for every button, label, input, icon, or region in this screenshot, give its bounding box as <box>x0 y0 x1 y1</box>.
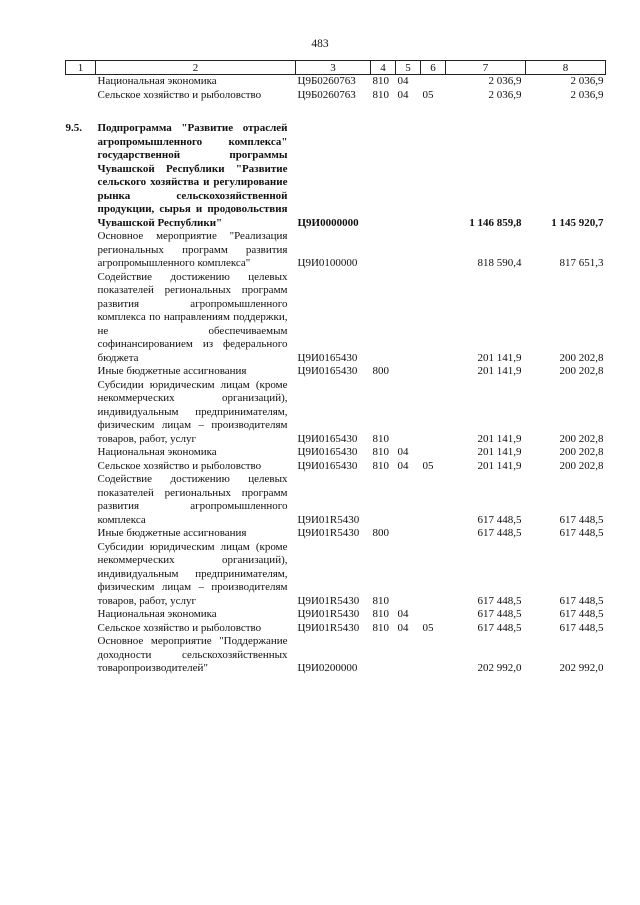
table-row <box>66 89 606 103</box>
col-header-5: 5 <box>396 61 421 75</box>
row-code: Ц9Б0260763 <box>297 88 356 101</box>
row-number <box>66 541 96 609</box>
row-name: Национальная экономика <box>97 75 217 87</box>
row-amount-2: 2 036,9 <box>570 88 604 101</box>
row-subsection <box>421 379 446 447</box>
row-number <box>66 527 96 541</box>
row-subsection <box>421 102 446 230</box>
table-row <box>66 622 606 636</box>
row-expense-type: 810 <box>372 446 389 458</box>
row-code: Ц9И01R5430 <box>297 527 360 539</box>
budget-table <box>65 60 606 676</box>
table-body <box>66 75 606 676</box>
row-amount-2: 617 448,5 <box>559 621 604 634</box>
row-subsection: 05 <box>422 459 434 472</box>
col-header-3: 3 <box>296 61 371 75</box>
row-amount-1: 818 590,4 <box>477 257 522 269</box>
row-amount-2: 200 202,8 <box>559 459 604 472</box>
row-section: 04 <box>397 621 409 634</box>
row-section: 04 <box>397 75 409 87</box>
row-subsection <box>421 446 446 460</box>
row-amount-1: 617 448,5 <box>477 621 522 634</box>
col-header-8: 8 <box>526 61 606 75</box>
row-subsection <box>421 365 446 379</box>
row-expense-type: 800 <box>372 527 389 539</box>
row-section: 04 <box>397 446 409 458</box>
row-section: 04 <box>397 88 409 101</box>
row-amount-1: 2 036,9 <box>488 75 522 87</box>
table-row <box>66 473 606 527</box>
table-row <box>66 608 606 622</box>
table-row <box>66 379 606 447</box>
row-expense-type: 810 <box>372 594 389 607</box>
row-amount-1: 2 036,9 <box>488 88 522 101</box>
table-row <box>66 75 606 89</box>
col-header-7: 7 <box>446 61 526 75</box>
row-amount-1: 201 141,9 <box>477 432 522 445</box>
row-expense-type: 810 <box>372 75 389 87</box>
row-name: Национальная экономика <box>97 446 217 458</box>
row-number <box>66 460 96 474</box>
row-number <box>66 473 96 527</box>
row-amount-1: 201 141,9 <box>477 446 522 458</box>
row-amount-2: 200 202,8 <box>559 446 604 458</box>
row-expense-type: 810 <box>372 459 389 472</box>
row-subsection <box>421 473 446 527</box>
row-expense-type <box>371 473 396 527</box>
row-section: 04 <box>397 459 409 472</box>
row-number <box>66 75 96 89</box>
row-expense-type: 810 <box>372 88 389 101</box>
row-name: Субсидии юридическим лицам (кроме некоммерческих организаций), индивидуальным предпринимателям, физическим лицам – производителям товаров, работ, услуг <box>97 378 288 445</box>
table-header <box>66 61 606 75</box>
row-number <box>66 608 96 622</box>
row-expense-type: 810 <box>372 608 389 620</box>
row-name: Сельское хозяйство и рыболовство <box>97 621 262 634</box>
row-expense-type: 810 <box>372 432 389 445</box>
table-row <box>66 446 606 460</box>
row-number <box>66 230 96 271</box>
row-amount-2: 617 448,5 <box>559 527 604 539</box>
row-amount-1: 617 448,5 <box>477 513 522 526</box>
row-number <box>66 635 96 676</box>
row-number <box>66 271 96 366</box>
row-expense-type: 810 <box>372 621 389 634</box>
row-amount-1: 617 448,5 <box>477 527 522 539</box>
table-row <box>66 365 606 379</box>
row-amount-2: 617 448,5 <box>559 594 604 607</box>
row-code: Ц9Б0260763 <box>297 75 356 87</box>
row-number <box>66 365 96 379</box>
row-code: Ц9И01R5430 <box>297 594 360 607</box>
col-header-2: 2 <box>96 61 296 75</box>
table-row <box>66 230 606 271</box>
row-section: 04 <box>397 608 409 620</box>
row-name: Сельское хозяйство и рыболовство <box>97 88 262 101</box>
row-code: Ц9И0000000 <box>297 216 359 229</box>
row-section <box>396 473 421 527</box>
row-name: Национальная экономика <box>97 608 217 620</box>
header-row <box>66 61 606 75</box>
row-code: Ц9И0165430 <box>297 446 358 458</box>
table-row <box>66 541 606 609</box>
row-amount-2: 1 145 920,7 <box>551 216 604 229</box>
row-code: Ц9И0165430 <box>297 351 358 364</box>
row-code: Ц9И01R5430 <box>297 621 360 634</box>
row-amount-1: 201 141,9 <box>477 459 522 472</box>
row-expense-type <box>371 102 396 230</box>
table-row <box>66 527 606 541</box>
table-row <box>66 102 606 230</box>
row-subsection <box>421 527 446 541</box>
row-section <box>396 271 421 366</box>
row-subsection <box>421 635 446 676</box>
row-name: Сельское хозяйство и рыболовство <box>97 459 262 472</box>
row-section <box>396 379 421 447</box>
row-number <box>66 89 96 103</box>
row-amount-2: 200 202,8 <box>559 351 604 364</box>
row-amount-2: 2 036,9 <box>570 75 604 87</box>
col-header-6: 6 <box>421 61 446 75</box>
row-code: Ц9И01R5430 <box>297 513 360 526</box>
row-subsection <box>421 608 446 622</box>
row-name: Иные бюджетные ассигнования <box>97 527 247 539</box>
row-amount-2: 200 202,8 <box>559 432 604 445</box>
row-name: Основное мероприятие "Поддержание доходности сельскохозяйственных товаропроизводителей" <box>97 635 288 674</box>
row-code: Ц9И01R5430 <box>297 608 360 620</box>
table-row <box>66 460 606 474</box>
row-amount-2: 202 992,0 <box>559 662 604 674</box>
row-number <box>66 379 96 447</box>
row-subsection <box>421 271 446 366</box>
row-amount-1: 1 146 859,8 <box>469 216 522 229</box>
row-code: Ц9И0100000 <box>297 257 358 269</box>
col-header-1: 1 <box>66 61 96 75</box>
col-header-4: 4 <box>371 61 396 75</box>
row-amount-2: 617 448,5 <box>559 513 604 526</box>
row-section <box>396 541 421 609</box>
row-section <box>396 102 421 230</box>
row-amount-1: 202 992,0 <box>477 662 522 674</box>
row-subsection: 05 <box>422 621 434 634</box>
row-section <box>396 527 421 541</box>
row-code: Ц9И0165430 <box>297 432 358 445</box>
row-amount-2: 200 202,8 <box>559 365 604 377</box>
row-number <box>66 446 96 460</box>
row-subsection <box>421 230 446 271</box>
row-name: Основное мероприятие "Реализация региональных программ развития агропромышленного комплекса" <box>97 230 288 269</box>
row-subsection <box>421 75 446 89</box>
table-row <box>66 635 606 676</box>
row-section <box>396 635 421 676</box>
row-number: 9.5. <box>65 122 82 134</box>
row-name: Иные бюджетные ассигнования <box>97 365 247 377</box>
table-row <box>66 271 606 366</box>
row-code: Ц9И0200000 <box>297 662 358 674</box>
row-number <box>66 622 96 636</box>
row-section <box>396 365 421 379</box>
row-amount-1: 201 141,9 <box>477 365 522 377</box>
row-amount-2: 817 651,3 <box>559 257 604 269</box>
row-subsection <box>421 541 446 609</box>
row-name: Содействие достижению целевых показателей региональных программ развития агропромышленного комплекса по направлениям поддержки, не обеспечиваемым софинансированием из федерального бюджета <box>97 270 288 364</box>
row-name: Подпрограмма "Развитие отраслей агропромышленного комплекса" государственной программы Чувашской Республики "Развитие сельского хозяйства и регулирование рынка сельскохозяйственной продукции, сырья и продовольствия Чувашской Республики" <box>97 122 288 229</box>
row-expense-type: 800 <box>372 365 389 377</box>
row-expense-type <box>371 230 396 271</box>
row-amount-1: 201 141,9 <box>477 351 522 364</box>
row-name: Содействие достижению целевых показателей региональных программ развития агропромышленного комплекса <box>97 473 288 526</box>
row-amount-1: 617 448,5 <box>477 594 522 607</box>
row-section <box>396 230 421 271</box>
row-amount-1: 617 448,5 <box>477 608 522 620</box>
row-name: Субсидии юридическим лицам (кроме некоммерческих организаций), индивидуальным предпринимателям, физическим лицам – производителям товаров, работ, услуг <box>97 540 288 607</box>
row-code: Ц9И0165430 <box>297 459 358 472</box>
row-code: Ц9И0165430 <box>297 365 358 377</box>
row-subsection: 05 <box>422 88 434 101</box>
row-expense-type <box>371 635 396 676</box>
row-expense-type <box>371 271 396 366</box>
row-amount-2: 617 448,5 <box>559 608 604 620</box>
page-number: 483 <box>311 38 329 50</box>
